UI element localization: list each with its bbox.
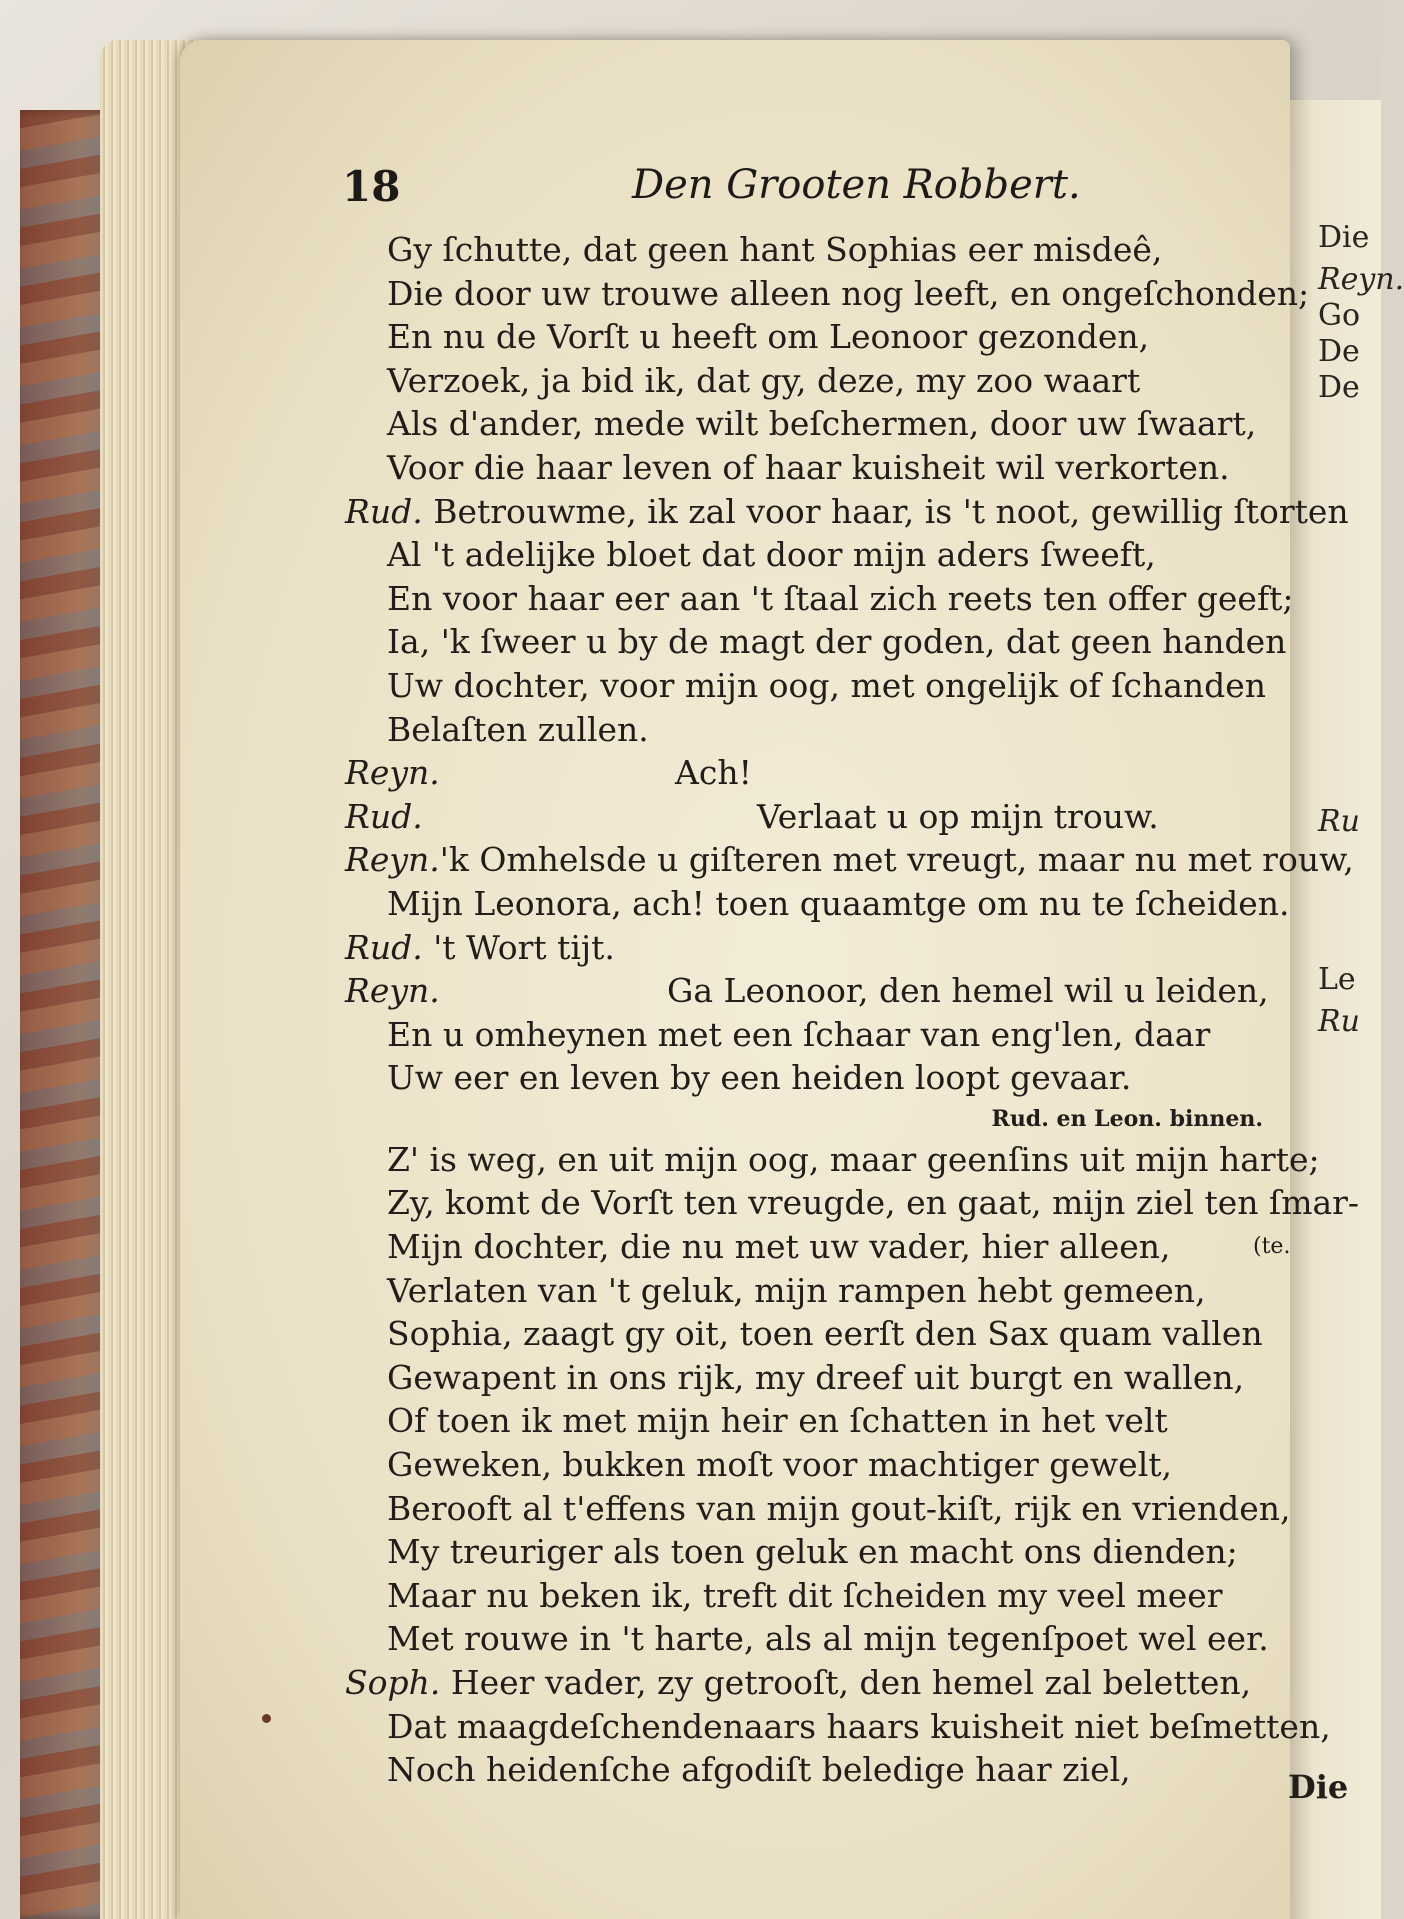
verse-line: Al 't adelijke bloet dat door mijn aders ſweeft, <box>387 535 1156 575</box>
verse-line: Of toen ik met mijn heir en ſchatten in het velt <box>387 1401 1168 1441</box>
facing-page-fragment: Le <box>1318 962 1356 997</box>
verse-line: My treuriger als toen geluk en macht ons dienden; <box>387 1532 1238 1572</box>
verse-line: En nu de Vorſt u heeft om Leonoor gezonden, <box>387 317 1150 357</box>
verse-line: Als d'ander, mede wilt beſchermen, door uw ſwaart, <box>387 404 1257 444</box>
verse-line: Rud. Verlaat u op mijn trouw. <box>345 796 1159 836</box>
verse-line: Verzoek, ja bid ik, dat gy, deze, my zoo waart <box>387 360 1141 400</box>
ink-spot <box>262 1714 271 1723</box>
page-number: 18 <box>342 162 401 211</box>
stage-direction: Rud. en Leon. binnen. <box>991 1105 1263 1132</box>
verse-line: Mijn Leonora, ach! toen quaamtge om nu te ſcheiden. <box>387 883 1290 923</box>
speaker-label: Reyn. <box>345 753 440 793</box>
verse-line: Uw dochter, voor mijn oog, met ongelijk of ſchanden <box>387 665 1267 705</box>
verse-line: Voor die haar leven of haar kuisheit wil verkorten. <box>387 447 1230 487</box>
facing-page-fragment: Ru <box>1318 804 1360 839</box>
speaker-label: Rud. <box>345 491 423 531</box>
verse-line: Die door uw trouwe alleen nog leeft, en ongeſchonden; <box>387 273 1310 313</box>
verse-line: Zy, komt de Vorſt ten vreugde, en gaat, mijn ziel ten ſmar- <box>387 1183 1360 1223</box>
verse-line: Reyn. Ach! <box>345 753 752 793</box>
running-title: Den Grooten Robbert. <box>632 162 1081 208</box>
verse-line: Gewapent in ons rijk, my dreef uit burgt en wallen, <box>387 1357 1245 1397</box>
verse-line: Berooft al t'effens van mijn gout-kiſt, rijk en vrienden, <box>387 1488 1291 1528</box>
verse-line: Rud. 't Wort tijt. <box>345 927 615 967</box>
speaker-label: Rud. <box>345 927 423 967</box>
verse-line: Gy ſchutte, dat geen hant Sophias eer misdeê, <box>387 230 1163 269</box>
speaker-label: Rud. <box>345 796 423 836</box>
play-text <box>345 228 1360 1792</box>
verse-line: En voor haar eer aan 't ſtaal zich reets ten offer geeft; <box>387 578 1294 618</box>
verse-line: Noch heidenſche afgodiſt beledige haar ziel, <box>387 1750 1131 1790</box>
catchword: Die <box>1288 1768 1349 1806</box>
verse-line: Sophia, zaagt gy oit, toen eerſt den Sax quam vallen <box>387 1314 1263 1354</box>
verse-line: Z' is weg, en uit mijn oog, maar geenſins uit mijn harte; <box>387 1139 1320 1179</box>
turnover-fragment: (te. <box>1253 1234 1291 1260</box>
verse-line: Mijn dochter, die nu met uw vader, hier alleen, (te. <box>345 1225 1295 1269</box>
speaker-label: Soph. <box>345 1663 441 1702</box>
verse-line: Soph. Heer vader, zy getrooſt, den hemel zal beletten, <box>345 1663 1252 1702</box>
verse-line: Reyn.'k Omhelsde u giſteren met vreugt, maar nu met rouw, <box>345 840 1354 880</box>
facing-page-fragment: De <box>1318 334 1360 369</box>
speaker-label: Reyn. <box>345 971 440 1011</box>
verse-line: Uw eer en leven by een heiden loopt gevaar. <box>387 1058 1132 1098</box>
speaker-label: Reyn. <box>345 840 440 880</box>
verse-line: Belaſten zullen. <box>387 709 649 749</box>
facing-page-fragment: De <box>1318 370 1360 405</box>
verse-line: Dat maagdeſchendenaars haars kuisheit niet beſmetten, <box>387 1706 1331 1746</box>
facing-page-fragment: Go <box>1318 298 1361 333</box>
verse-line: En u omheynen met een ſchaar van eng'len, daar <box>387 1014 1211 1054</box>
verse-line: Geweken, bukken moſt voor machtiger gewelt, <box>387 1445 1173 1485</box>
verse-line: Ia, 'k ſweer u by de magt der goden, dat geen handen <box>387 622 1287 662</box>
facing-page-fragment: Reyn. <box>1318 262 1404 297</box>
facing-page-fragment: Ru <box>1318 1004 1360 1039</box>
verse-line: Maar nu beken ik, treft dit ſcheiden my veel meer <box>387 1575 1223 1615</box>
verse-line: Met rouwe in 't harte, als al mijn tegenſpoet wel eer. <box>387 1619 1269 1659</box>
verse-line: Reyn. Ga Leonoor, den hemel wil u leiden, <box>345 971 1269 1011</box>
verse-line: Verlaten van 't geluk, mijn rampen hebt gemeen, <box>387 1270 1206 1310</box>
page-header <box>342 162 1222 212</box>
facing-page-fragment: Die <box>1318 220 1370 255</box>
verse-line: Rud. Betrouwme, ik zal voor haar, is 't noot, gewillig ſtorten <box>345 491 1349 531</box>
